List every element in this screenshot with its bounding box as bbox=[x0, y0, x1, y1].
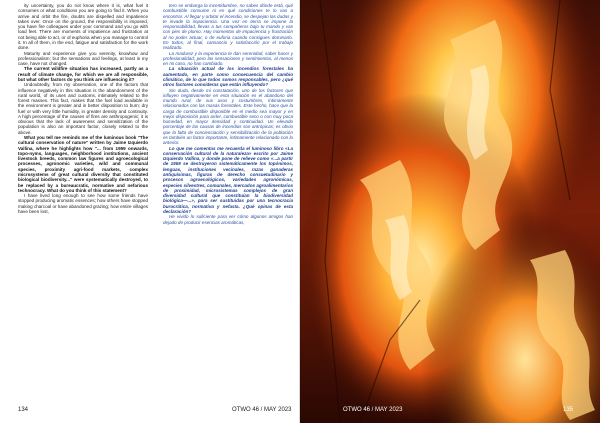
english-text-column bbox=[18, 3, 148, 399]
page-gutter bbox=[299, 0, 301, 423]
spanish-text-column bbox=[163, 3, 293, 399]
question-paragraph: What you tell me reminds me of the luminous book "The cultural conservation of nature" written by Jaime Izquierdo Vallina, where he highlights how "... from 1959 onwards, topo-nyms, languages, neighborhood institutions, ancient livestock breeds, common law figures and agroecological processes, agronomic varieties, wild and communal species, proximity agri-food markets, complex microsystems of great cultural diversity that constituted biological biodiversity..." were systematically destroyed, to be replaced by a bureaucratic, normative and nefarious technocracy. What do you think of this statement? bbox=[18, 135, 148, 193]
right-page-number: 135 bbox=[563, 407, 574, 413]
fire-photo bbox=[300, 0, 600, 423]
right-issue-label: OTWO 46 / MAY 2023 bbox=[343, 407, 403, 413]
answer-paragraph: Maturity and experience give you serenity, knowhow and professionalism; but the sensations and feelings, at least in my case, have not changed. bbox=[18, 50, 148, 67]
answer-paragraph: tero se embarga la incertidumbre, no sabes dónde está, qué combustible consume ni en qué condiciones te lo vas a encontrar. Al llegar y orbitar el incendio, se despejan las dudas y te invade la impaciencia. Una vez en tierra se impone la responsabilidad, llevas a tus compañeros bajo tu mando y vas con pies de plomo. Hay momentos de impaciencia y frustración al no poder actuar, o de euforia cuando consigues dominarlo. En todos, al final, cansancio y satisfacción por el trabajo realizado. bbox=[163, 3, 293, 51]
answer-paragraph: ity uncertainty, you do not know where it is, what fuel it consumes or what conditions you are going to find it. When you arrive and orbit the fire, doubts are dispelled and impatience takes over. Once on the ground, the responsibility is imposed, you have fire colleagues under your command and you go with load feet. There are moments of impatience and frustration at not being able to act, or of euphoria when you manage to control it. In all of them, in the end, fatigue and satisfaction for the work done. bbox=[18, 3, 148, 51]
question-paragraph: Lo que me comentas me recuerda el luminoso libro «La conservación cultural de la naturaleza» escrito por Jaime Izquierdo Vallina, y donde pone de relieve como «...a partir de 1959 se destruyeron sistemáticamente los topónimos, lenguas, instituciones vecinales, razas ganaderas antiquísimas, figuras de derecho consuetudinario y procesos agroecológicos, variedades agronómicas, especies silvestres, comunales, mercados agroalimentarios de proximidad, microsistemas complejos de gran diversidad cultural que constituían la biodiversidad biológica—...», para ser sustituidas por una tecnocracia burocrática, normativa y nefasta. ¿Qué opinas de esta declaración? bbox=[163, 145, 293, 214]
answer-paragraph: He vivido lo suficiente para ver cómo algunos amigos han dejado de producir esencias aromáticas, bbox=[163, 214, 293, 225]
answer-paragraph: La madurez y la experiencia te dan serenidad, saber hacer y profesionalidad; pero las sensaciones y sentimientos, al menos en mi caso, no han cambiado. bbox=[163, 50, 293, 67]
answer-paragraph: Undoubtedly, from my observation, one of the factors that influence negatively in this situation is the abandonment of the rural world, of its uses and customs, intimately related to the forest masses. This fact, makes that the fuel load available in the environment is greater and in better disposition to burn; dry fuel or with very little humidity, in greater density and continuity. A high percentage of the causes of fires are anthropogenic; it is obvious that the lack of awareness and sensitization of the population is also an important factor, closely related to the above. bbox=[18, 82, 148, 135]
left-issue-label: OTWO 46 / MAY 2023 bbox=[232, 407, 292, 413]
answer-paragraph: Sin duda, desde mi constatación, uno de los factores que influyen negativamente en esta situación es el abandono del mundo rural, de sus usos y costumbres, íntimamente relacionados con las masas forestales. Este hecho, hace que la carga de combustible disponible en el medio sea mayor y en mejor disposición para arder, combustible seco o con muy poca humedad, en mayor densidad y continuidad. Un elevado porcentaje de las causas de incendios son antrópicas; es obvio que la falta de concienciación y sensibilización de la población es también un factor importante, íntimamente relacionado con lo anterior. bbox=[163, 87, 293, 146]
right-page bbox=[300, 0, 600, 423]
answer-paragraph: I have lived long enough to see how some friends have stopped producing aromatic essences; how others have stopped making charcoal or have abandoned grazing; how entire villages have been lost, bbox=[18, 193, 148, 214]
question-paragraph: The current wildfire situation has increased, partly as a result of climate change, for which we are all responsible, but what other factors do you think are influencing it? bbox=[18, 66, 148, 82]
left-page-number: 134 bbox=[18, 407, 29, 413]
question-paragraph: La situación actual de los incendios forestales ha aumentado, en parte como consecuencia del cambio climático, de lo que todos somos responsables, pero ¿qué otros factores consideras que están influyendo? bbox=[163, 66, 293, 88]
